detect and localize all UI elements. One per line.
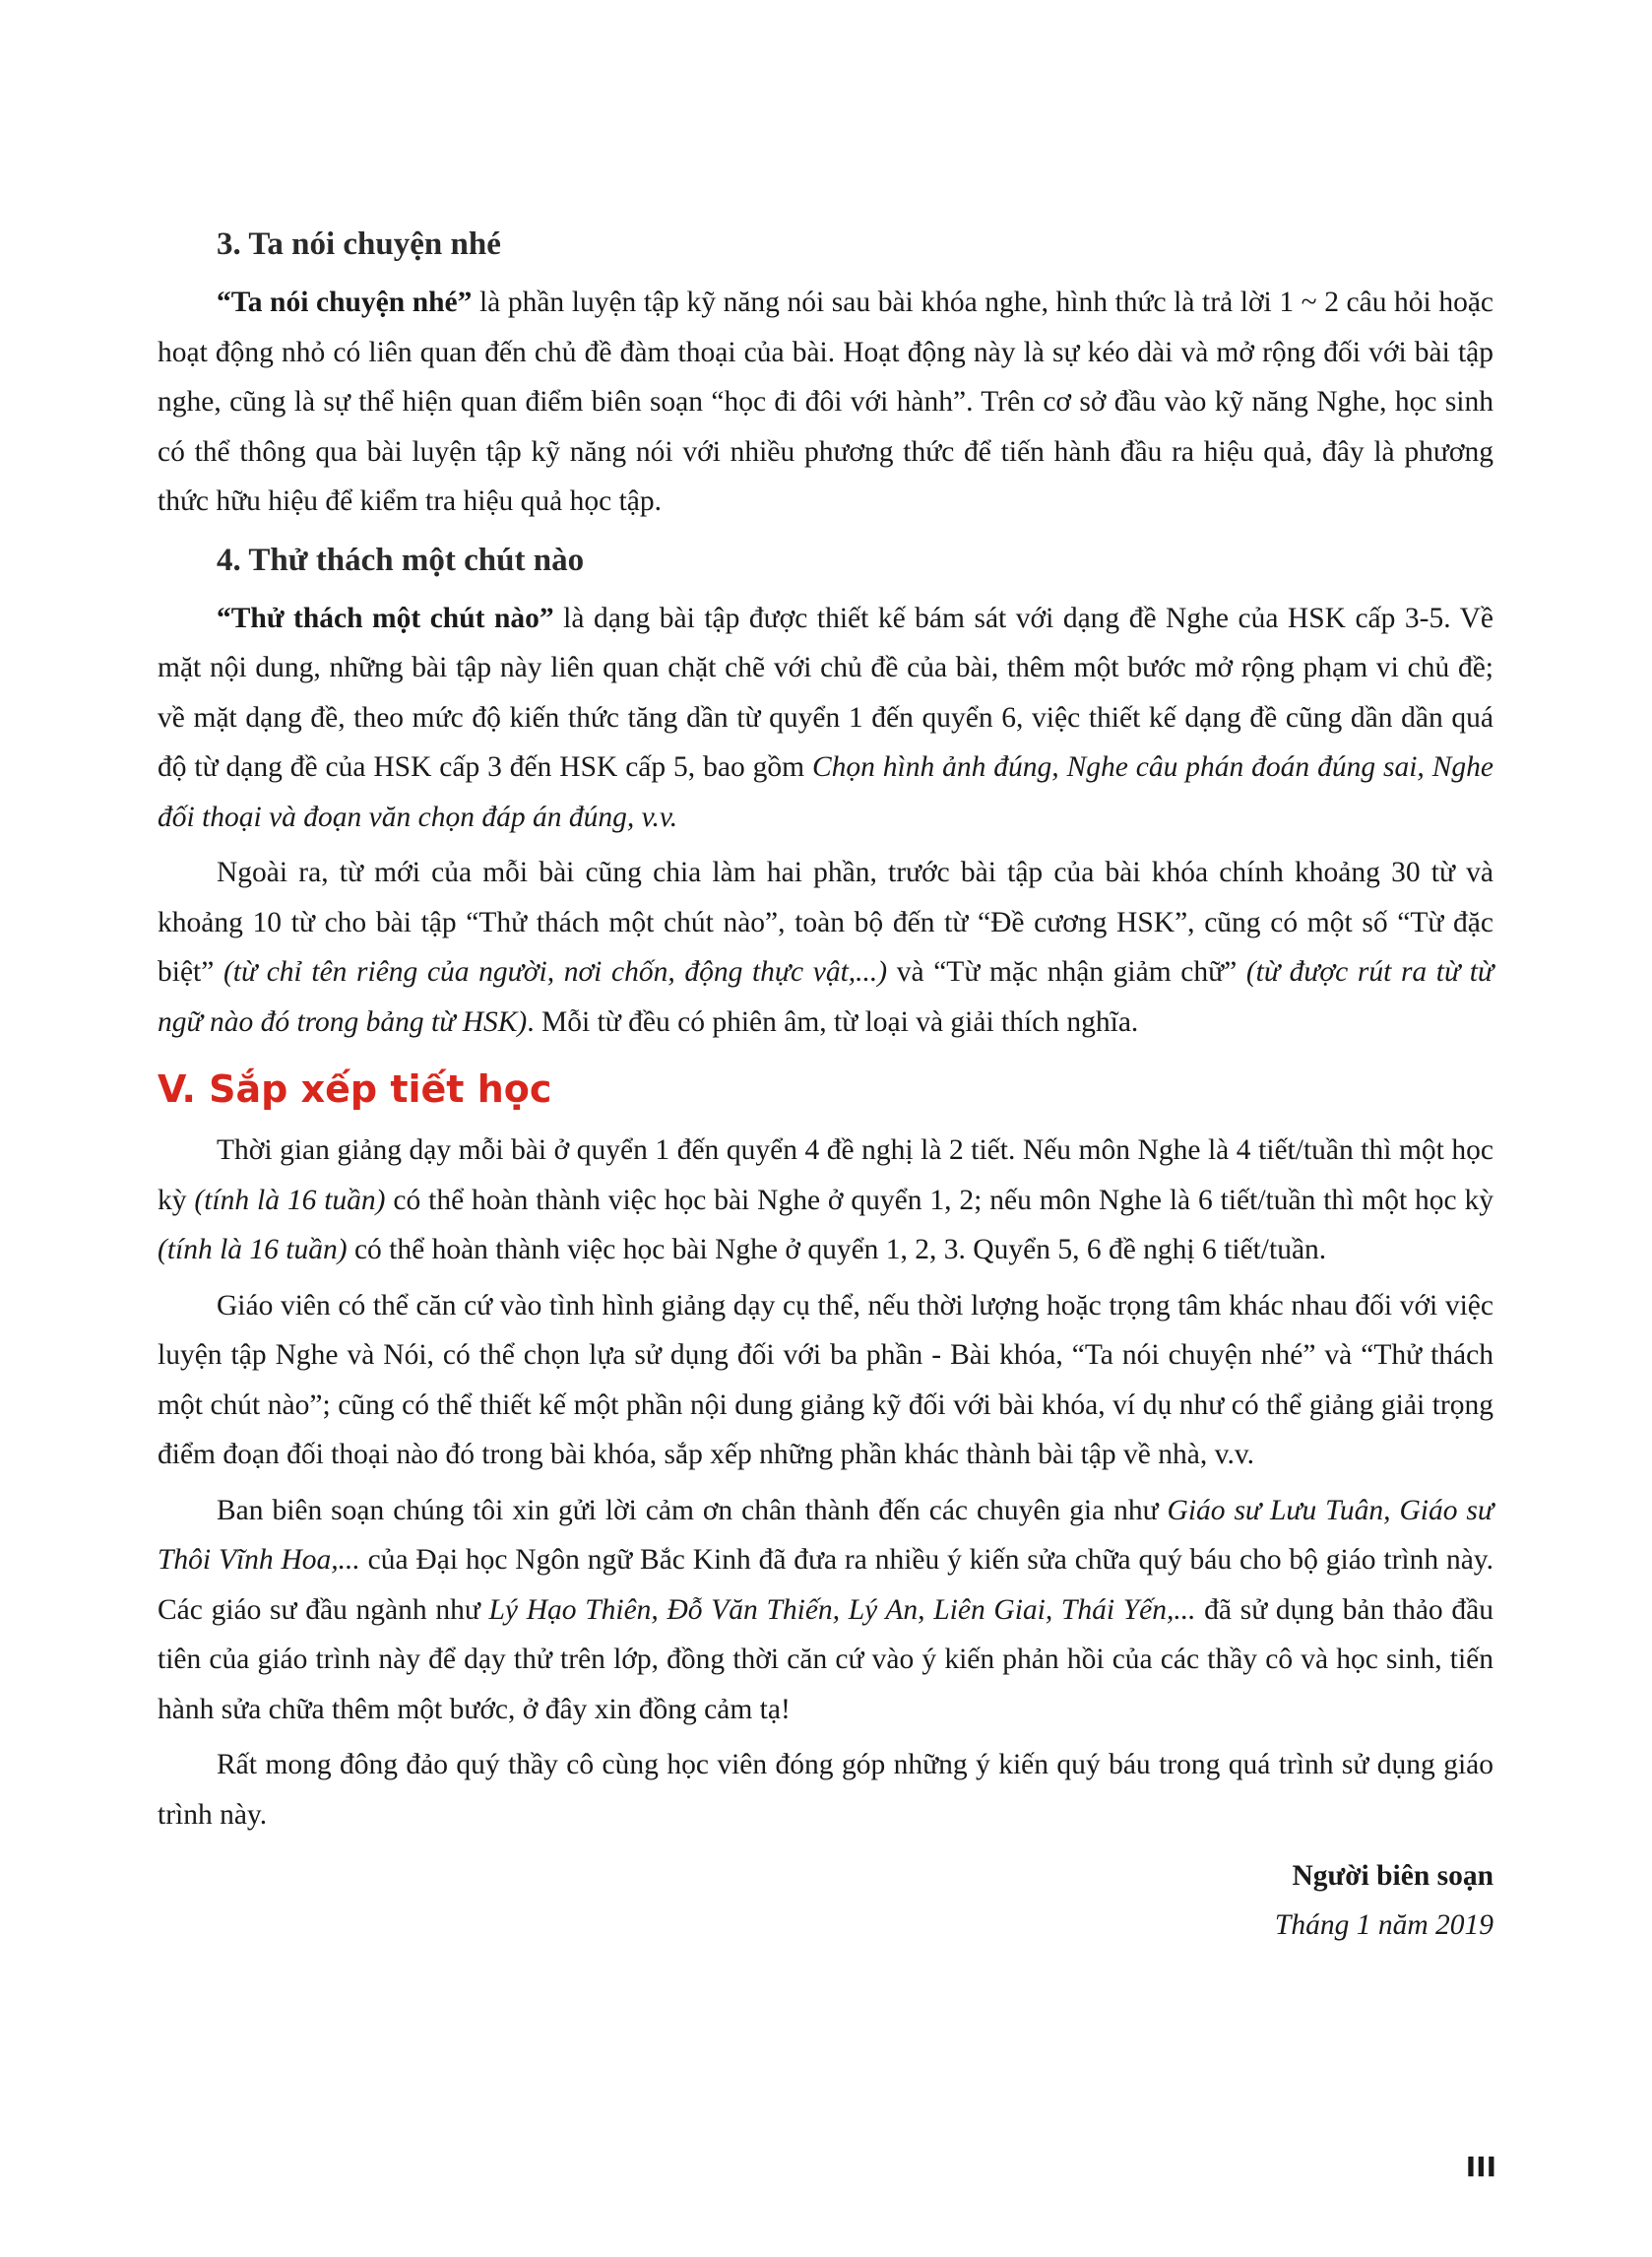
bold-term: “Thử thách một chút nào” (217, 602, 554, 634)
paragraph-ta-noi-chuyen-nhe (158, 278, 1493, 527)
italic-text: Lý Hạo Thiên, Đỗ Văn Thiến, Lý An, Liên Giai, Thái Yến,... (488, 1593, 1196, 1626)
signature-date: Tháng 1 năm 2019 (1274, 1909, 1493, 1941)
page-number: III (1465, 2151, 1496, 2183)
paragraph-text: là dạng bài tập được thiết kế bám sát với dạng đề Nghe của HSK cấp 3-5. Về mặt nội dung, những bài tập này liên quan chặt chẽ với chủ đề của bài, thêm một bước mở rộng phạm vi chủ đề; về mặt dạng đề, theo mức độ kiến thức tăng dần từ quyển 1 đến quyển 6, việc thiết kế dạng đề cũng dần dần quá độ từ dạng đề của HSK cấp 3 đến HSK cấp 5, bao gồm (158, 602, 1493, 783)
paragraph-text: và “Từ mặc nhận giảm chữ” (887, 956, 1246, 988)
paragraph-text: của Đại học Ngôn ngữ Bắc Kinh đã đưa ra nhiều ý kiến sửa chữa quý báu cho bộ giáo trình này. Các giáo sư đầu ngành như (158, 1544, 1494, 1626)
paragraph-thoi-gian (158, 1126, 1493, 1275)
subsection-heading-4: 4. Thử thách một chút nào (217, 542, 585, 578)
paragraph-giao-vien: Giáo viên có thể căn cứ vào tình hình giảng dạy cụ thể, nếu thời lượng hoặc trọng tâm khác nhau đối với việc luyện tập Nghe và Nói, có thể chọn lựa sử dụng đối với ba phần - Bài khóa, “Ta nói chuyện nhé” và “Thử thách một chút nào”; cũng có thể thiết kế một phần nội dung giảng kỹ đối với bài khóa, ví dụ như có thể giảng giải trọng điểm đoạn đối thoại nào đó trong bài khóa, sắp xếp những phần khác thành bài tập về nhà, v.v. (158, 1289, 1493, 1470)
paragraph-text: đã sử dụng bản thảo đầu tiên của giáo trình này để dạy thử trên lớp, đồng thời căn cứ vào ý kiến phản hồi của các thầy cô và học sinh, tiến hành sửa chữa thêm một bước, ở đây xin đồng cảm tạ! (158, 1593, 1493, 1725)
paragraph-text: có thể hoàn thành việc học bài Nghe ở quyển 1, 2; nếu môn Nghe là 6 tiết/tuần thì một học kỳ (385, 1184, 1494, 1216)
italic-text: (từ được rút ra từ từ ngữ nào đó trong bảng từ HSK) (158, 956, 1493, 1038)
paragraph-tu-moi (158, 848, 1493, 1047)
paragraph-text: . Mỗi từ đều có phiên âm, từ loại và giải thích nghĩa. (527, 1005, 1139, 1038)
subsection-heading-3: 3. Ta nói chuyện nhé (217, 226, 501, 262)
italic-text: (tính là 16 tuần) (194, 1184, 386, 1216)
section-heading-v: V. Sắp xếp tiết học (158, 1067, 552, 1111)
paragraph-text: Ngoài ra, từ mới của mỗi bài cũng chia làm hai phần, trước bài tập của bài khóa chính khoảng 30 từ và khoảng 10 từ cho bài tập “Thử thách một chút nào”, toàn bộ đến từ “Đề cương HSK”, cũng có một số “Từ đặc biệt” (158, 857, 1493, 988)
paragraph-text: là phần luyện tập kỹ năng nói sau bài khóa nghe, hình thức là trả lời 1 ~ 2 câu hỏi hoặc hoạt động nhỏ có liên quan đến chủ đề đàm thoại của bài. Hoạt động này là sự kéo dài và mở rộng đối với bài tập nghe, cũng là sự thể hiện quan điểm biên soạn “học đi đôi với hành”. Trên cơ sở đầu vào kỹ năng Nghe, học sinh có thể thông qua bài luyện tập kỹ năng nói với nhiều phương thức để tiến hành đầu ra hiệu quả, đây là phương thức hữu hiệu để kiểm tra hiệu quả học tập. (158, 287, 1494, 517)
paragraph-rat-mong: Rất mong đông đảo quý thầy cô cùng học viên đóng góp những ý kiến quý báu trong quá trình sử dụng giáo trình này. (158, 1749, 1493, 1831)
italic-text: (từ chỉ tên riêng của người, nơi chốn, động thực vật,...) (222, 956, 888, 988)
page-content (158, 225, 1493, 1950)
paragraph-text: có thể hoàn thành việc học bài Nghe ở quyển 1, 2, 3. Quyển 5, 6 đề nghị 6 tiết/tuần. (347, 1234, 1327, 1265)
paragraph-text: Ban biên soạn chúng tôi xin gửi lời cảm ơn chân thành đến các chuyên gia như (217, 1494, 1168, 1526)
paragraph-thu-thach (158, 594, 1493, 843)
signature-block (158, 1851, 1493, 1950)
paragraph-cam-on (158, 1486, 1493, 1735)
italic-text: (tính là 16 tuần) (158, 1234, 348, 1265)
italic-text: Giáo sư Lưu Tuân, Giáo sư Thôi Vĩnh Hoa,... (158, 1494, 1493, 1576)
italic-text: Chọn hình ảnh đúng, Nghe câu phán đoán đúng sai, Nghe đối thoại và đoạn văn chọn đáp án đúng, v.v. (158, 751, 1493, 833)
paragraph-text: Thời gian giảng dạy mỗi bài ở quyển 1 đến quyển 4 đề nghị là 2 tiết. Nếu môn Nghe là 4 tiết/tuần thì một học kỳ (158, 1134, 1493, 1216)
author-signature: Người biên soạn (1292, 1860, 1493, 1892)
bold-term: “Ta nói chuyện nhé” (217, 287, 473, 318)
